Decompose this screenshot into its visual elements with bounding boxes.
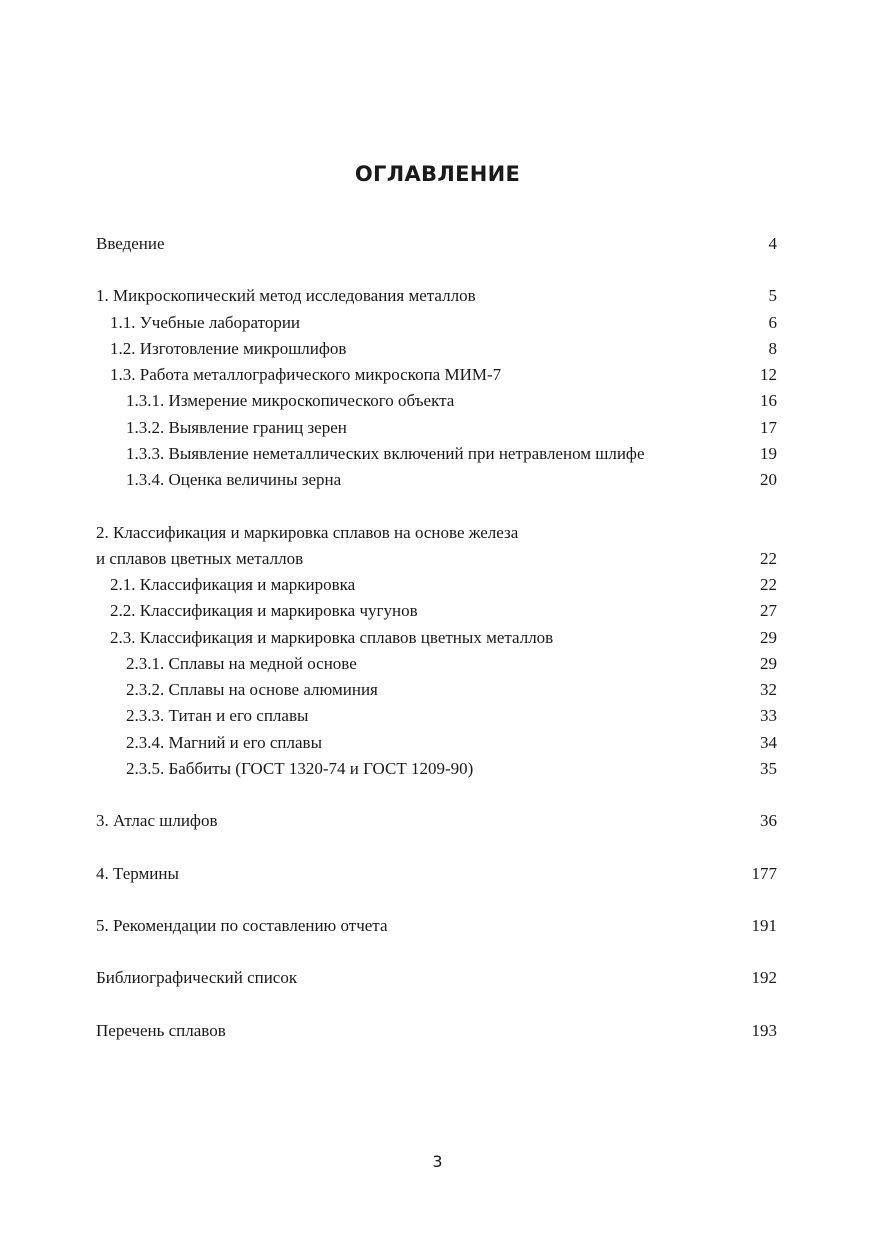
toc-entry-bibliography[interactable]: [96, 965, 777, 991]
toc-entry-label: 1.3.2. Выявление границ зерен: [126, 417, 347, 437]
toc-entry-label: 2.3.1. Сплавы на медной основе: [126, 653, 357, 673]
toc-entry-page: 177: [751, 863, 777, 883]
toc-entry-2-3-3[interactable]: [96, 703, 777, 729]
toc-entry-2-3-1[interactable]: [96, 651, 777, 677]
toc-entry-2-1[interactable]: [96, 572, 777, 598]
toc-entry-page: 35: [760, 759, 777, 779]
toc-entry-page: 5: [768, 286, 777, 306]
toc-entry-2-3-5[interactable]: [96, 756, 777, 782]
toc-entry-1-3-3[interactable]: [96, 441, 777, 467]
toc-entry-2-3-2[interactable]: [96, 677, 777, 703]
toc-entry-chapter-2-line-1[interactable]: [96, 520, 777, 546]
toc-entry-label: Библиографический список: [96, 968, 298, 988]
toc-entry-page: 22: [760, 574, 777, 594]
toc-entry-page: 16: [760, 391, 777, 411]
toc-entry-label: 2.3. Классификация и маркировка сплавов цветных металлов: [110, 627, 554, 647]
toc-entry-page: 36: [760, 811, 777, 831]
toc-entry-label: 2.3.4. Магний и его сплавы: [126, 732, 322, 752]
toc-entry-page: 6: [768, 312, 777, 332]
toc-entry-label: 2.3.2. Сплавы на основе алюминия: [126, 680, 378, 700]
toc-entry-page: 192: [751, 968, 777, 988]
toc-entry-page: 20: [760, 470, 777, 490]
toc-entry-label: 1.3. Работа металлографического микроскопа МИМ-7: [110, 365, 502, 385]
toc-entry-label: 4. Термины: [96, 863, 179, 883]
toc-entry-label: 5. Рекомендации по составлению отчета: [96, 915, 388, 935]
toc-entry-page: 17: [760, 417, 777, 437]
toc-entry-page: 4: [768, 234, 777, 253]
toc-entry-page: 12: [760, 365, 777, 385]
toc-entry-page: 27: [760, 601, 777, 621]
toc-entry-label: 1.2. Изготовление микрошлифов: [110, 338, 347, 358]
toc-entry-label: 2.3.5. Баббиты (ГОСТ 1320-74 и ГОСТ 1209-90): [126, 759, 474, 779]
toc-entry-page: 32: [760, 680, 777, 700]
toc-entry-1-1[interactable]: [96, 310, 777, 336]
toc-entry-label: 1.1. Учебные лаборатории: [110, 312, 301, 332]
toc-entry-label: Введение: [96, 234, 165, 253]
toc-entry-1-3[interactable]: [96, 362, 777, 388]
toc-entry-page: 191: [751, 915, 777, 935]
toc-entry-label: и сплавов цветных металлов: [96, 548, 304, 568]
toc-entry-1-3-4[interactable]: [96, 467, 777, 493]
toc-entry-label: 3. Атлас шлифов: [96, 811, 218, 831]
table-of-contents: [96, 231, 777, 1044]
toc-entry-1-3-2[interactable]: [96, 415, 777, 441]
toc-entry-chapter-5[interactable]: [96, 913, 777, 939]
toc-entry-1-2[interactable]: [96, 336, 777, 362]
toc-entry-introduction[interactable]: [96, 231, 777, 257]
toc-entry-page: 8: [768, 338, 777, 358]
toc-entry-page: 22: [760, 548, 777, 568]
toc-entry-label: 1.3.3. Выявление неметаллических включений при нетравленом шлифе: [126, 444, 645, 464]
toc-entry-chapter-1[interactable]: [96, 283, 777, 309]
toc-entry-label: 2. Классификация и маркировка сплавов на основе железа: [96, 522, 519, 542]
toc-entry-label: 2.2. Классификация и маркировка чугунов: [110, 601, 418, 621]
toc-entry-page: 29: [760, 627, 777, 647]
toc-entry-2-2[interactable]: [96, 598, 777, 624]
toc-entry-label: 1. Микроскопический метод исследования металлов: [96, 286, 476, 306]
page-number: 3: [432, 1152, 443, 1171]
toc-entry-label: 1.3.1. Измерение микроскопического объекта: [126, 391, 455, 411]
toc-entry-label: 2.3.3. Титан и его сплавы: [126, 706, 309, 726]
toc-entry-chapter-3[interactable]: [96, 808, 777, 834]
toc-entry-label: 2.1. Классификация и маркировка: [110, 574, 356, 594]
toc-entry-page: 19: [760, 444, 777, 464]
toc-entry-2-3-4[interactable]: [96, 730, 777, 756]
toc-entry-chapter-4[interactable]: [96, 861, 777, 887]
toc-entry-2-3[interactable]: [96, 625, 777, 651]
toc-entry-page: 29: [760, 653, 777, 673]
toc-entry-label: Перечень сплавов: [96, 1020, 226, 1040]
toc-entry-label: 1.3.4. Оценка величины зерна: [126, 470, 342, 490]
toc-entry-chapter-2[interactable]: [96, 546, 777, 572]
toc-entry-page: 193: [751, 1020, 777, 1040]
toc-entry-page: 34: [760, 732, 777, 752]
page-title: ОГЛАВЛЕНИЕ: [354, 162, 521, 186]
toc-entry-page: 33: [760, 706, 777, 726]
toc-entry-1-3-1[interactable]: [96, 388, 777, 414]
toc-entry-alloy-list[interactable]: [96, 1018, 777, 1044]
